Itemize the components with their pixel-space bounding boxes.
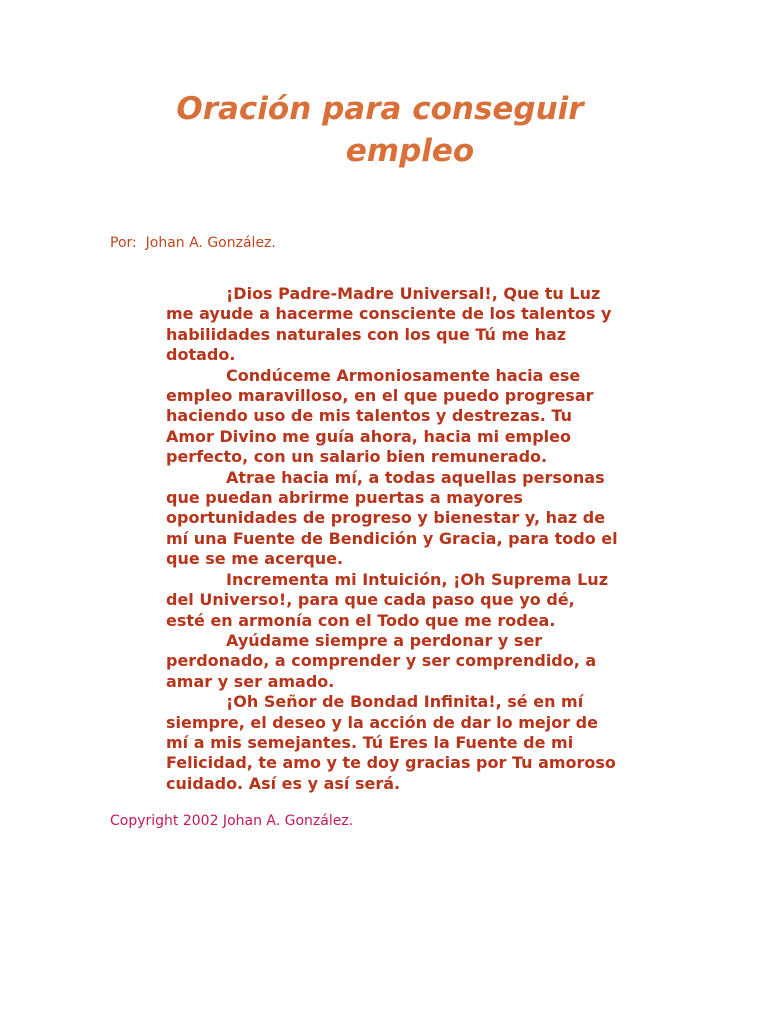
prayer-line: empleo maravilloso, en el que puedo progresar [166,386,594,406]
prayer-line: Ayúdame siempre a perdonar y ser [226,630,543,650]
prayer-line: me ayude a hacerme consciente de los talentos y [166,304,612,324]
prayer-line: mí una Fuente de Bendición y Gracia, para todo el [166,528,618,548]
prayer-line: Amor Divino me guía ahora, hacia mi empleo [166,426,571,446]
prayer-line: oportunidades de progreso y bienestar y, haz de [166,508,606,528]
prayer-line: Felicidad, te amo y te doy gracias por Tu amoroso [166,753,616,773]
prayer-line: que puedan abrirme puertas a mayores [166,488,523,508]
prayer-body [166,284,666,794]
prayer-line: ¡Oh Señor de Bondad Infinita!, sé en mí [226,692,584,712]
prayer-line: esté en armonía con el Todo que me rodea. [166,610,556,630]
document-title [150,88,610,172]
prayer-line: perdonado, a comprender y ser comprendido, a [166,651,597,671]
title-line-2: empleo [345,133,475,169]
prayer-line: cuidado. Así es y así será. [166,773,401,793]
prayer-line: Incrementa mi Intuición, ¡Oh Suprema Luz [226,569,608,589]
author-line: Por: Johan A. González. [110,235,276,251]
prayer-line: siempre, el deseo y la acción de dar lo mejor de [166,712,598,732]
prayer-line: que se me acerque. [166,549,344,569]
prayer-line: habilidades naturales con los que Tú me haz [166,324,567,344]
prayer-line: ¡Dios Padre-Madre Universal!, Que tu Luz [226,284,601,303]
copyright-notice: Copyright 2002 Johan A. González. [110,813,354,829]
title-line-1: Oración para conseguir [176,91,584,127]
prayer-line: Condúceme Armoniosamente hacia ese [226,365,581,385]
prayer-line: del Universo!, para que cada paso que yo dé, [166,590,575,610]
prayer-line: amar y ser amado. [166,671,335,691]
prayer-line: haciendo uso de mis talentos y destrezas. Tu [166,406,572,426]
prayer-line: mí a mis semejantes. Tú Eres la Fuente de mi [166,732,574,752]
prayer-line: perfecto, con un salario bien remunerado. [166,447,548,467]
prayer-line: dotado. [166,345,236,365]
prayer-line: Atrae hacia mí, a todas aquellas personas [226,467,605,487]
